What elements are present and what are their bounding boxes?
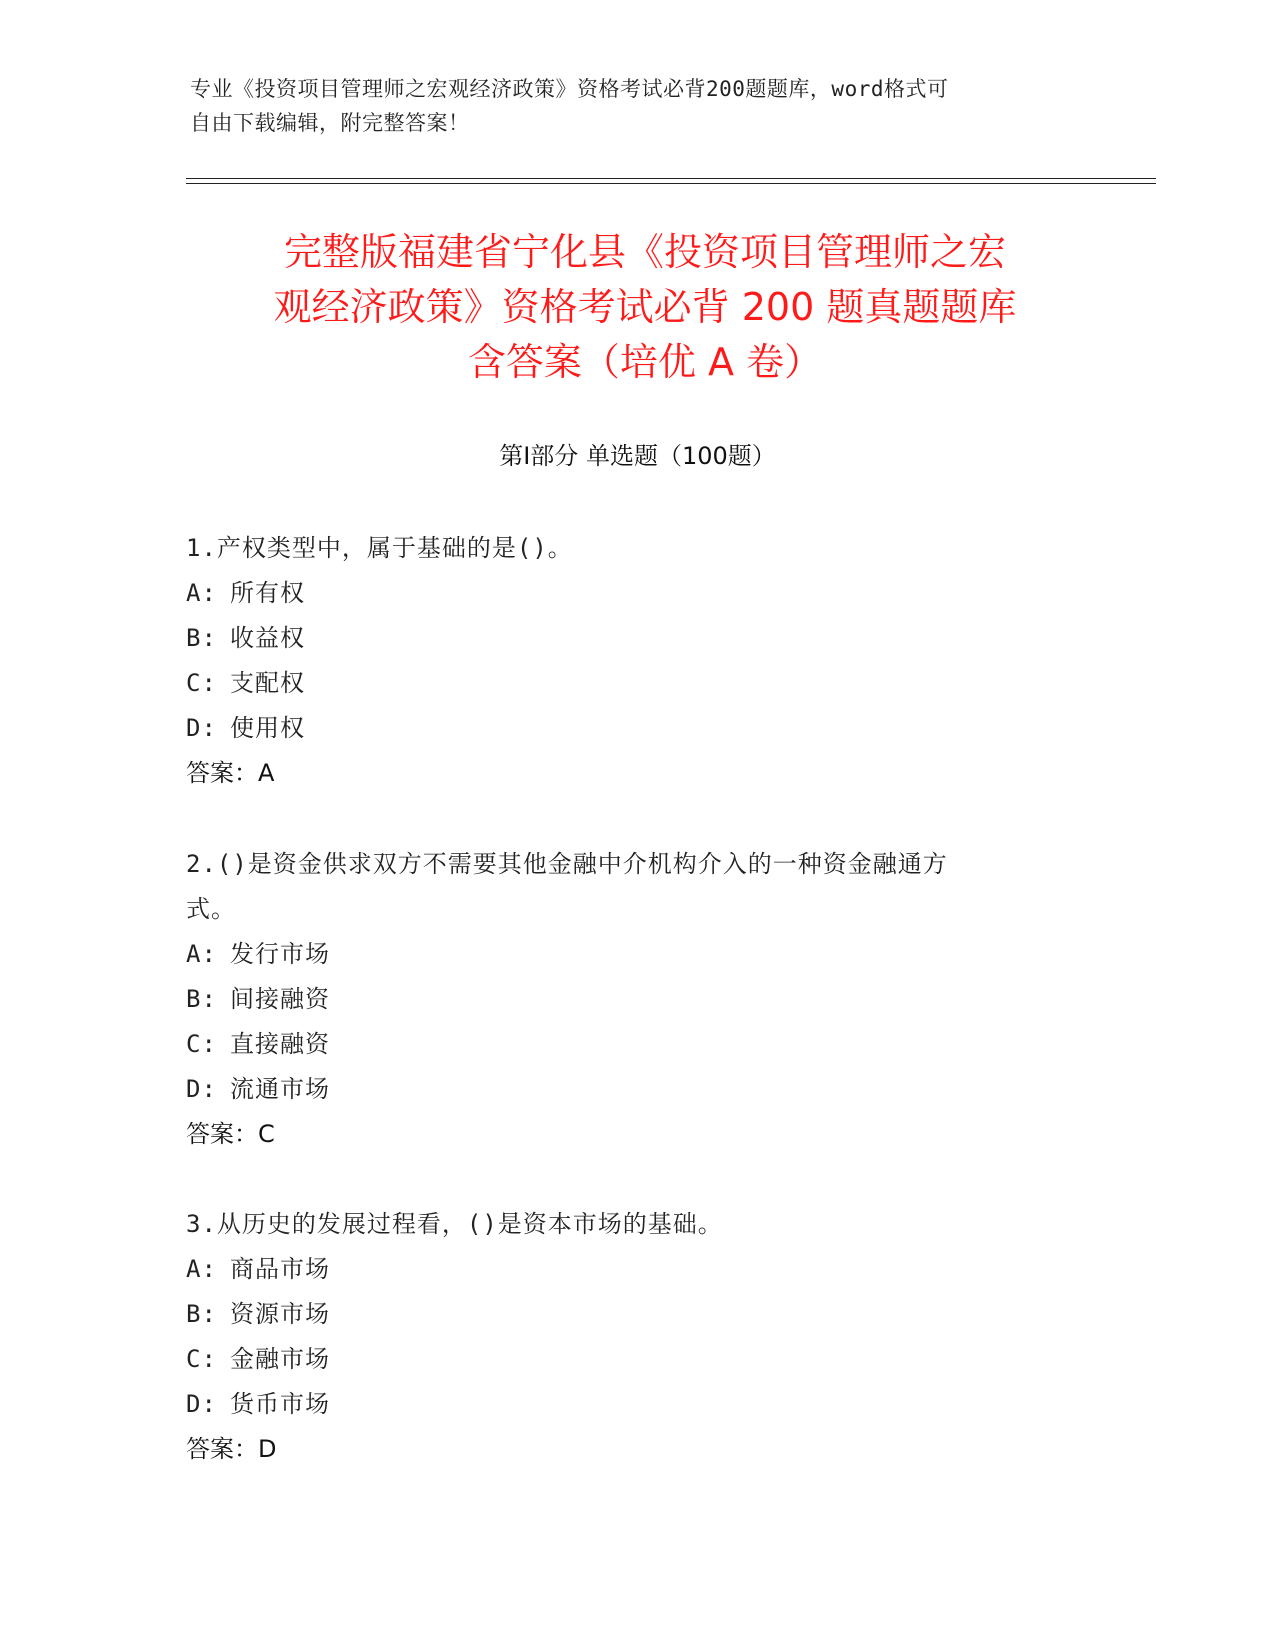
title-line-2: 观经济政策》资格考试必背 200 题真题题库: [273, 285, 1017, 329]
section-heading: 第Ⅰ部分 单选题（100题）: [499, 442, 776, 470]
option-d: [186, 1382, 1066, 1427]
option-text: 支配权: [230, 669, 305, 697]
option-label: B:: [186, 985, 217, 1013]
document-intro: [190, 72, 1070, 140]
option-a: [186, 932, 1066, 977]
option-b: [186, 1292, 1066, 1337]
option-label: C:: [186, 1030, 217, 1058]
answer-line: 答案：A: [186, 759, 275, 787]
option-text: 直接融资: [230, 1030, 330, 1058]
option-text: 金融市场: [230, 1345, 330, 1373]
option-text: 发行市场: [230, 940, 330, 968]
document-title: [180, 225, 1110, 390]
option-text: 商品市场: [230, 1255, 330, 1283]
option-d: [186, 1067, 1066, 1112]
question-stem: 3.从历史的发展过程看，()是资本市场的基础。: [186, 1210, 723, 1238]
header-rule-bottom: [186, 183, 1156, 184]
intro-line-2: 自由下载编辑，附完整答案！: [190, 111, 470, 135]
option-c: [186, 661, 1066, 706]
option-label: D:: [186, 714, 217, 742]
question-1: [186, 526, 1066, 796]
option-text: 间接融资: [230, 985, 330, 1013]
option-label: C:: [186, 669, 217, 697]
question-stem: 2.()是资金供求双方不需要其他金融中介机构介入的一种资金融通方: [186, 850, 948, 878]
option-text: 资源市场: [230, 1300, 330, 1328]
option-label: B:: [186, 624, 217, 652]
option-label: D:: [186, 1390, 217, 1418]
option-label: A:: [186, 1255, 217, 1283]
option-label: A:: [186, 579, 217, 607]
title-line-1: 完整版福建省宁化县《投资项目管理师之宏: [283, 230, 1006, 274]
option-c: [186, 1022, 1066, 1067]
answer-line: 答案：C: [186, 1120, 275, 1148]
question-stem-continued: 式。: [186, 895, 236, 923]
answer-line: 答案：D: [186, 1435, 277, 1463]
option-label: B:: [186, 1300, 217, 1328]
option-label: A:: [186, 940, 217, 968]
option-c: [186, 1337, 1066, 1382]
option-d: [186, 706, 1066, 751]
option-text: 货币市场: [230, 1390, 330, 1418]
option-label: C:: [186, 1345, 217, 1373]
option-a: [186, 1247, 1066, 1292]
option-text: 收益权: [230, 624, 305, 652]
option-label: D:: [186, 1075, 217, 1103]
question-3: [186, 1202, 1066, 1472]
option-b: [186, 977, 1066, 1022]
option-text: 使用权: [230, 714, 305, 742]
header-rule-top: [186, 178, 1156, 179]
option-b: [186, 616, 1066, 661]
question-stem: 1.产权类型中，属于基础的是()。: [186, 534, 573, 562]
intro-line-1: 专业《投资项目管理师之宏观经济政策》资格考试必背200题题库，word格式可: [190, 77, 949, 101]
option-text: 所有权: [230, 579, 305, 607]
title-line-3: 含答案（培优 A 卷）: [467, 340, 823, 384]
question-2: [186, 842, 1066, 1157]
option-a: [186, 571, 1066, 616]
option-text: 流通市场: [230, 1075, 330, 1103]
